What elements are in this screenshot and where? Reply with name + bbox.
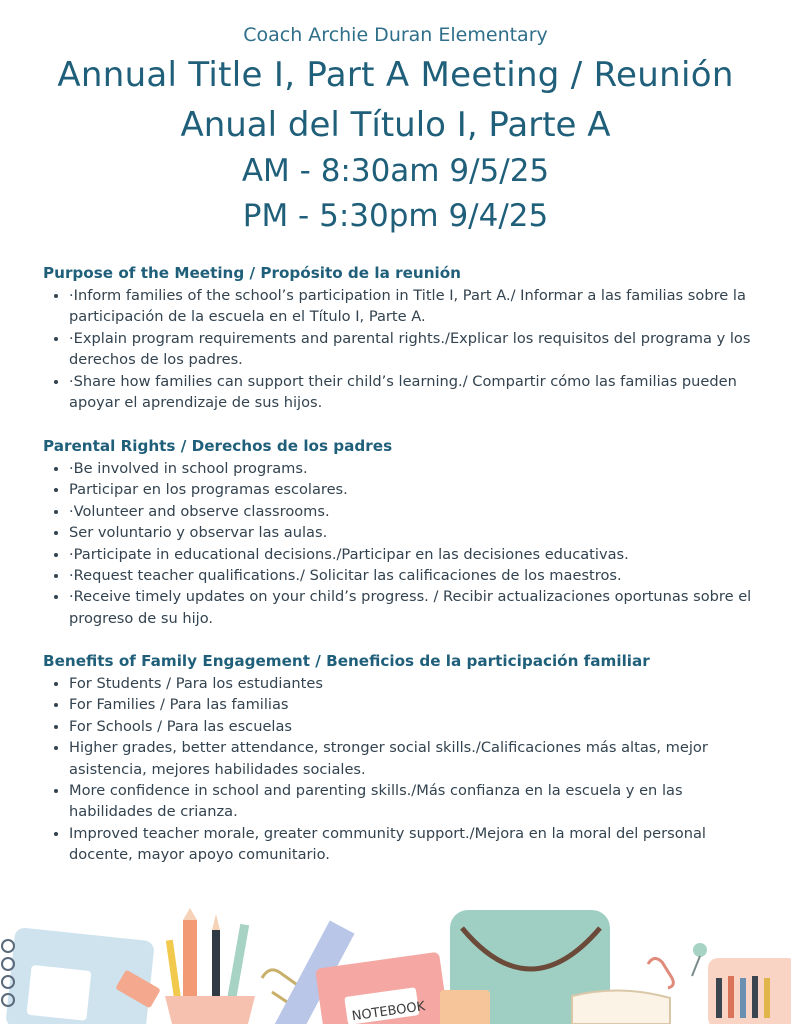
am-meeting-time: AM - 8:30am 9/5/25 — [241, 153, 550, 189]
list-item: • ·Explain program requirements and parental rights./Explicar los requisitos del programa y los derechos de los padres. — [69, 328, 755, 371]
list-item: • ·Participate in educational decisions./Participar en las decisiones educativas. — [69, 544, 755, 565]
purpose-list — [43, 285, 755, 413]
pencil-cup-icon — [165, 908, 255, 1024]
pencil-box-icon — [708, 958, 791, 1024]
list-item: • For Schools / Para las escuelas — [69, 716, 755, 737]
section-heading: Parental Rights / Derechos de los padres — [43, 437, 393, 455]
list-item: • For Families / Para las familias — [69, 694, 755, 715]
benefits-list — [43, 673, 755, 866]
list-item: • ·Inform families of the school’s participation in Title I, Part A./ Informar a las familias sobre la participación de la escuela en el Título I, Parte A. — [69, 285, 755, 328]
pushpin-icon — [692, 943, 707, 976]
open-book-icon — [572, 990, 670, 1024]
list-item: • ·Share how families can support their child’s learning./ Compartir cómo las familias pueden apoyar el aprendizaje de sus hijos. — [69, 371, 755, 414]
school-name: Coach Archie Duran Elementary — [243, 24, 548, 46]
list-item: • ·Volunteer and observe classrooms. — [69, 501, 755, 522]
parental-rights-section — [43, 437, 755, 629]
list-item: • ·Request teacher qualifications./ Solicitar las calificaciones de los maestros. — [69, 565, 755, 586]
notebook-label: NOTEBOOK — [351, 999, 427, 1024]
list-item: • Ser voluntario y observar las aulas. — [69, 522, 755, 543]
section-heading: Benefits of Family Engagement / Beneficios de la participación familiar — [43, 652, 650, 670]
pm-meeting-time: PM - 5:30pm 9/4/25 — [242, 198, 549, 234]
meeting-title-line1: Annual Title I, Part A Meeting / Reunión — [57, 55, 734, 95]
list-item: • ·Be involved in school programs. — [69, 458, 755, 479]
list-item: • Higher grades, better attendance, stronger social skills./Calificaciones más altas, mejor asistencia, mejores habilidades sociales. — [69, 737, 755, 780]
list-item: • Participar en los programas escolares. — [69, 479, 755, 500]
section-heading: Purpose of the Meeting / Propósito de la reunión — [43, 264, 461, 282]
meeting-title-line2: Anual del Título I, Parte A — [180, 105, 611, 145]
benefits-section — [43, 652, 755, 866]
list-item: • ·Receive timely updates on your child’s progress. / Recibir actualizaciones oportunas sobre el progreso de su hijo. — [69, 586, 755, 629]
list-item: • Improved teacher morale, greater community support./Mejora en la moral del personal docente, mayor apoyo comunitario. — [69, 823, 755, 866]
school-supplies-illustration — [0, 900, 791, 1024]
list-item: • For Students / Para los estudiantes — [69, 673, 755, 694]
rights-list — [43, 458, 755, 629]
list-item: • More confidence in school and parenting skills./Más confianza en la escuela y en las habilidades de crianza. — [69, 780, 755, 823]
paperclip-icon — [648, 958, 673, 988]
purpose-section — [43, 264, 755, 413]
